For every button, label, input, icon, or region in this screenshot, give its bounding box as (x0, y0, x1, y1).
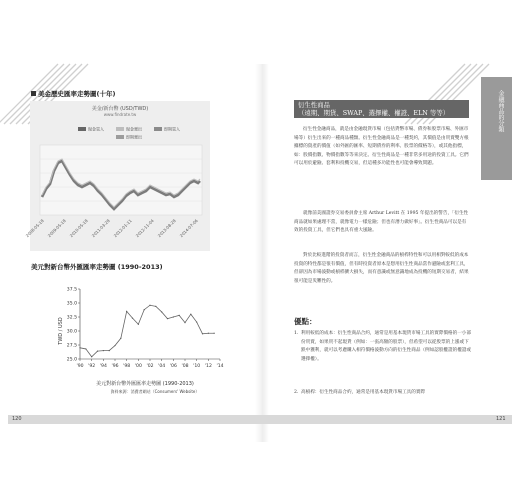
chart-2-ytick-label-4: 35.0 (66, 301, 77, 307)
legend-label-1: 現金買入 (88, 126, 104, 132)
legend-swatch-1 (78, 127, 86, 131)
page-footer-bar (8, 415, 512, 424)
chart-2-source: 資料來源：消費者網站（Consumers' Website） (110, 389, 200, 394)
chart-2-point-1993 (97, 351, 98, 352)
chart-1-xtick-1: 2009-05-18 (46, 218, 67, 239)
chart-2-series-line (80, 305, 214, 357)
chart-2-point-2009 (190, 314, 191, 315)
legend-label-2: 現金賣出 (126, 126, 142, 132)
title-1-bullet (31, 91, 36, 96)
chart-1-xtick-4: 2012-01-11 (112, 218, 133, 239)
chart-2-point-2013 (214, 333, 215, 334)
chart-2-point-2002 (149, 305, 150, 306)
chart-2-xtick-label-3: '96 (111, 364, 119, 369)
chart-2-xtick-label-10: '10 (193, 364, 201, 369)
list-item-1-text: 利用較低的成本：衍生性商品合約，通常是用基本現貨市場工具的實際價格的一小部份買賣，如果買不起現貨（例如：一張高額的股票），但希望可以從股票的上漲或下跌中獲利，就可以考慮購入相符價格波動方向的衍生性商品（例如認股權證的權證或選擇權）。 (301, 331, 471, 362)
chart-2-xtick-label-12: '14 (216, 364, 224, 369)
chart-2-xtick-label-9: '08 (181, 364, 189, 369)
chart-2-point-2011 (202, 333, 203, 334)
chart-2-point-2007 (179, 315, 180, 316)
chart-2-xtick-label-2: '94 (99, 364, 107, 369)
chart-2-point-1992 (91, 356, 92, 357)
legend-swatch-3 (154, 127, 162, 131)
chart-1-inner-title: 美金/新台幣 (USD/TWD) (91, 106, 149, 112)
advantages-heading: 優點： (294, 317, 317, 326)
section-heading (294, 100, 469, 118)
chart-2-ytick-label-5: 37.5 (66, 287, 77, 293)
chart-2-point-1999 (132, 318, 133, 319)
chart-2-xtick-label-4: '98 (123, 364, 131, 369)
legend-label-4: 即期賣出 (126, 134, 142, 140)
chart-2-point-1991 (85, 348, 86, 349)
chapter-side-tab-label: 金融商品的分類 (497, 90, 504, 132)
chart-1-xtick-0: 2008-05-18 (24, 218, 45, 239)
chart-1-xtick-2: 2010-05-18 (68, 218, 89, 239)
chart-2-point-1997 (120, 338, 121, 339)
chart-2-xtick-label-6: '02 (146, 364, 154, 369)
usd-twd-1990-2013-chart (54, 283, 224, 383)
chart-2-point-2006 (173, 316, 174, 317)
chart-2-point-1990 (79, 347, 80, 348)
chart-2-point-2001 (144, 309, 145, 310)
chart-2-ytick-label-2: 30.0 (66, 329, 77, 335)
usd-twd-ten-year-chart (24, 101, 210, 251)
chart-2-xtick-label-0: '90 (76, 364, 84, 369)
chart-2-title: 美元對新台幣外匯匯率走勢圖 (1990-2013) (31, 263, 163, 271)
chart-2-point-2005 (167, 318, 168, 319)
page-number-right: 121 (496, 416, 506, 422)
chart-2-caption: 美元對新台幣外匯匯率走勢圖 (1990-2013) (96, 381, 194, 387)
chart-2-point-2000 (138, 324, 139, 325)
chart-1-xtick-7: 2014-07-06 (178, 218, 199, 239)
chart-2-point-1994 (103, 350, 104, 351)
chart-2-xtick-label-1: '92 (88, 364, 96, 369)
legend-label-3: 即期買入 (164, 126, 180, 132)
chart-2-xtick-label-11: '12 (204, 364, 212, 369)
chart-2-point-1995 (109, 350, 110, 351)
chart-1-xtick-6: 2013-08-28 (156, 218, 177, 239)
chart-1-url: www.findrate.tw (103, 112, 137, 117)
chart-1-title: 美金歷史匯率走勢圖(十年) (38, 90, 116, 98)
book-gutter (255, 64, 269, 442)
chart-2-ylabel: TWD / USD (58, 317, 64, 345)
chart-2-point-1998 (126, 311, 127, 312)
chart-2-point-2003 (155, 306, 156, 307)
chart-2-point-2008 (184, 322, 185, 323)
chart-2-xtick-label-5: '00 (134, 364, 142, 369)
list-item-2-text: 高槓桿：衍生性商品合約，通常是用基本現貨市場工具的實際 (301, 390, 426, 395)
page-number-left: 120 (12, 416, 22, 422)
list-number-1: 1. (294, 331, 299, 336)
chart-2-xtick-label-7: '04 (158, 364, 166, 369)
chart-2-ytick-label-0: 25.0 (66, 357, 77, 363)
chart-1-xtick-3: 2011-03-28 (90, 218, 111, 239)
legend-swatch-2 (116, 127, 124, 131)
paragraph-2: 就像前美國證券交易委員會主席 Arthur Levitt 在 1995 年提出的警告，「衍生性商品就如果處理不當，就像電力一樣危險；但也有潛力做好事」。衍生性商品可以是有效的投資工具，但它們也具有重大風險。 (294, 211, 469, 233)
chart-2-point-2004 (161, 311, 162, 312)
paragraph-1: 衍生性金融商品，就是由金融現貨市場（包括貨幣市場、債券和股票市場、外匯市場等）衍生出來的一種商品種類。衍生性金融商品是一種契約，其價值是由買賣雙方根據標的資產的價值（如外匯的匯率、短期債券的利率、股票的價格等），或其他指標，如：股價指數、物價指數等等來決定。衍生性商品是一種非常多用途的投資工具。它們可以用於避險、套利和投機交易，但這種多功能性也可能會導致問題。 (294, 127, 469, 166)
list-item-1 (294, 330, 471, 364)
list-item-2 (294, 389, 471, 398)
chart-2-point-2012 (208, 333, 209, 334)
section-heading-line-2: （遠期、期貨、SWAP、選擇權、權證、ELN 等等） (298, 109, 450, 117)
chart-2-ytick-label-1: 27.5 (66, 343, 77, 349)
chart-2-ytick-label-3: 32.5 (66, 315, 77, 321)
legend-swatch-4 (116, 135, 124, 139)
chart-2-point-1996 (114, 345, 115, 346)
chart-1-xtick-5: 2012-11-04 (134, 218, 155, 239)
chart-2-xtick-label-8: '06 (169, 364, 177, 369)
paragraph-3: 對於比較進階的投資者而言，衍生性金融商品的槓桿特性和可以用相對較低的成本投資的特性都是很有價值，但有時投資者原本是想用衍生性商品當作避險或套利工具，但卻因為市場波動或槓桿擴大損失，而有意識或無意識地成為投機的短期交易者，結果很可能是災難性的。 (294, 253, 469, 284)
section-heading-line-1: 衍生性商品 (298, 101, 330, 109)
list-number-2: 2. (294, 390, 299, 395)
chart-2-point-2010 (196, 321, 197, 322)
chart-1-plot-area (40, 145, 202, 215)
